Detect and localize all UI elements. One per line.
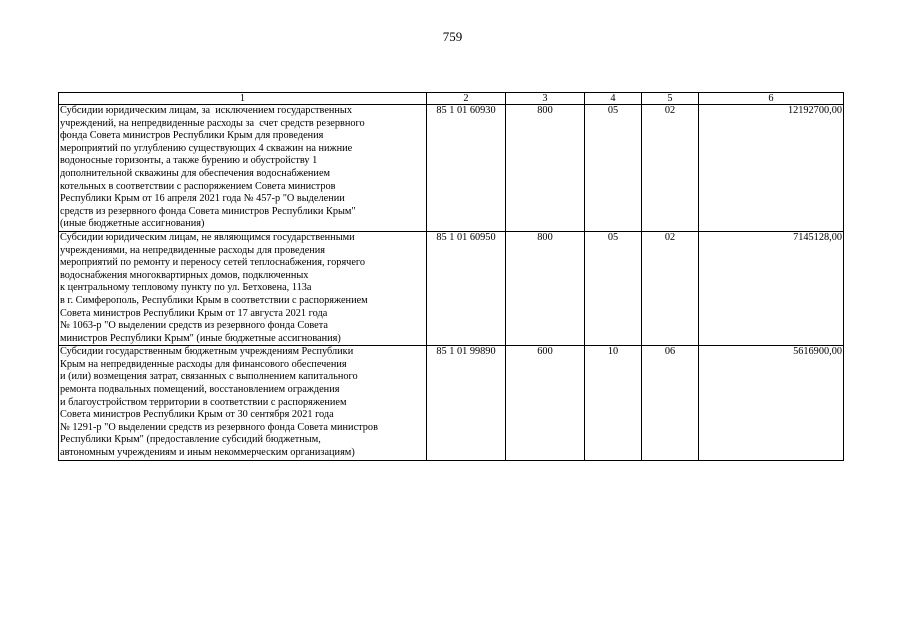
column-header-amount: 6 [699,93,844,105]
row-description: Субсидии юридическим лицам, не являющимся государственными учреждениями, на непредвиденные расходы для проведения мероприятий по ремонту и переносу сетей теплоснабжения, горячего водоснабжения многоквартирных домов, подключенных к центральному тепловому пункту по ул. Бетховена, 113а в г. Симферополь, Республики Крым в соответствии с распоряжением Совета министров Республики Крым от 17 августа 2021 года № 1063-р "О выделении средств из резервного фонда Совета министров Республики Крым" (иные бюджетные ассигнования) [59,231,427,345]
page-number: 759 [442,29,463,44]
row-amount: 7145128,00 [699,231,844,345]
row-target-code: 85 1 01 99890 [427,346,506,460]
row-section: 05 [585,231,642,345]
row-expense-type: 600 [506,346,585,460]
row-subsection: 02 [642,231,699,345]
row-amount: 5616900,00 [699,346,844,460]
row-section: 05 [585,105,642,232]
row-target-code: 85 1 01 60950 [427,231,506,345]
row-section: 10 [585,346,642,460]
column-header-description: 1 [59,93,427,105]
row-description: Субсидии государственным бюджетным учреждениям Республики Крым на непредвиденные расходы для финансового обеспечения и (или) возмещения затрат, связанных с выполнением капитального ремонта подвальных помещений, восстановлением ограждения и благоустройством территории в соответствии с распоряжением Совета министров Республики Крым от 30 сентября 2021 года № 1291-р "О выделении средств из резервного фонда Совета министров Республики Крым" (предоставление субсидий бюджетным, автономным учреждениям и иным некоммерческим организациям) [59,346,427,460]
row-description: Субсидии юридическим лицам, за исключением государственных учреждений, на непредвиденные расходы за счет средств резервного фонда Совета министров Республики Крым для проведения мероприятий по углублению существующих 4 скважин на нижние водоносные горизонты, а также бурению и обустройству 1 дополнительной скважины для обеспечения водоснабжением котельных в соответствии с распоряжением Совета министров Республики Крым от 16 апреля 2021 года № 457-р "О выделении средств из резервного фонда Совета министров Республики Крым" (иные бюджетные ассигнования) [59,105,427,232]
column-header-subsection: 5 [642,93,699,105]
column-header-section: 4 [585,93,642,105]
row-subsection: 06 [642,346,699,460]
row-amount: 12192700,00 [699,105,844,232]
table-row [59,105,844,232]
budget-table [58,92,844,461]
row-target-code: 85 1 01 60930 [427,105,506,232]
row-subsection: 02 [642,105,699,232]
table-row [59,231,844,345]
column-header-expense-type: 3 [506,93,585,105]
column-header-target-code: 2 [427,93,506,105]
row-expense-type: 800 [506,105,585,232]
table-row [59,346,844,460]
table-header-row [59,93,844,105]
row-expense-type: 800 [506,231,585,345]
